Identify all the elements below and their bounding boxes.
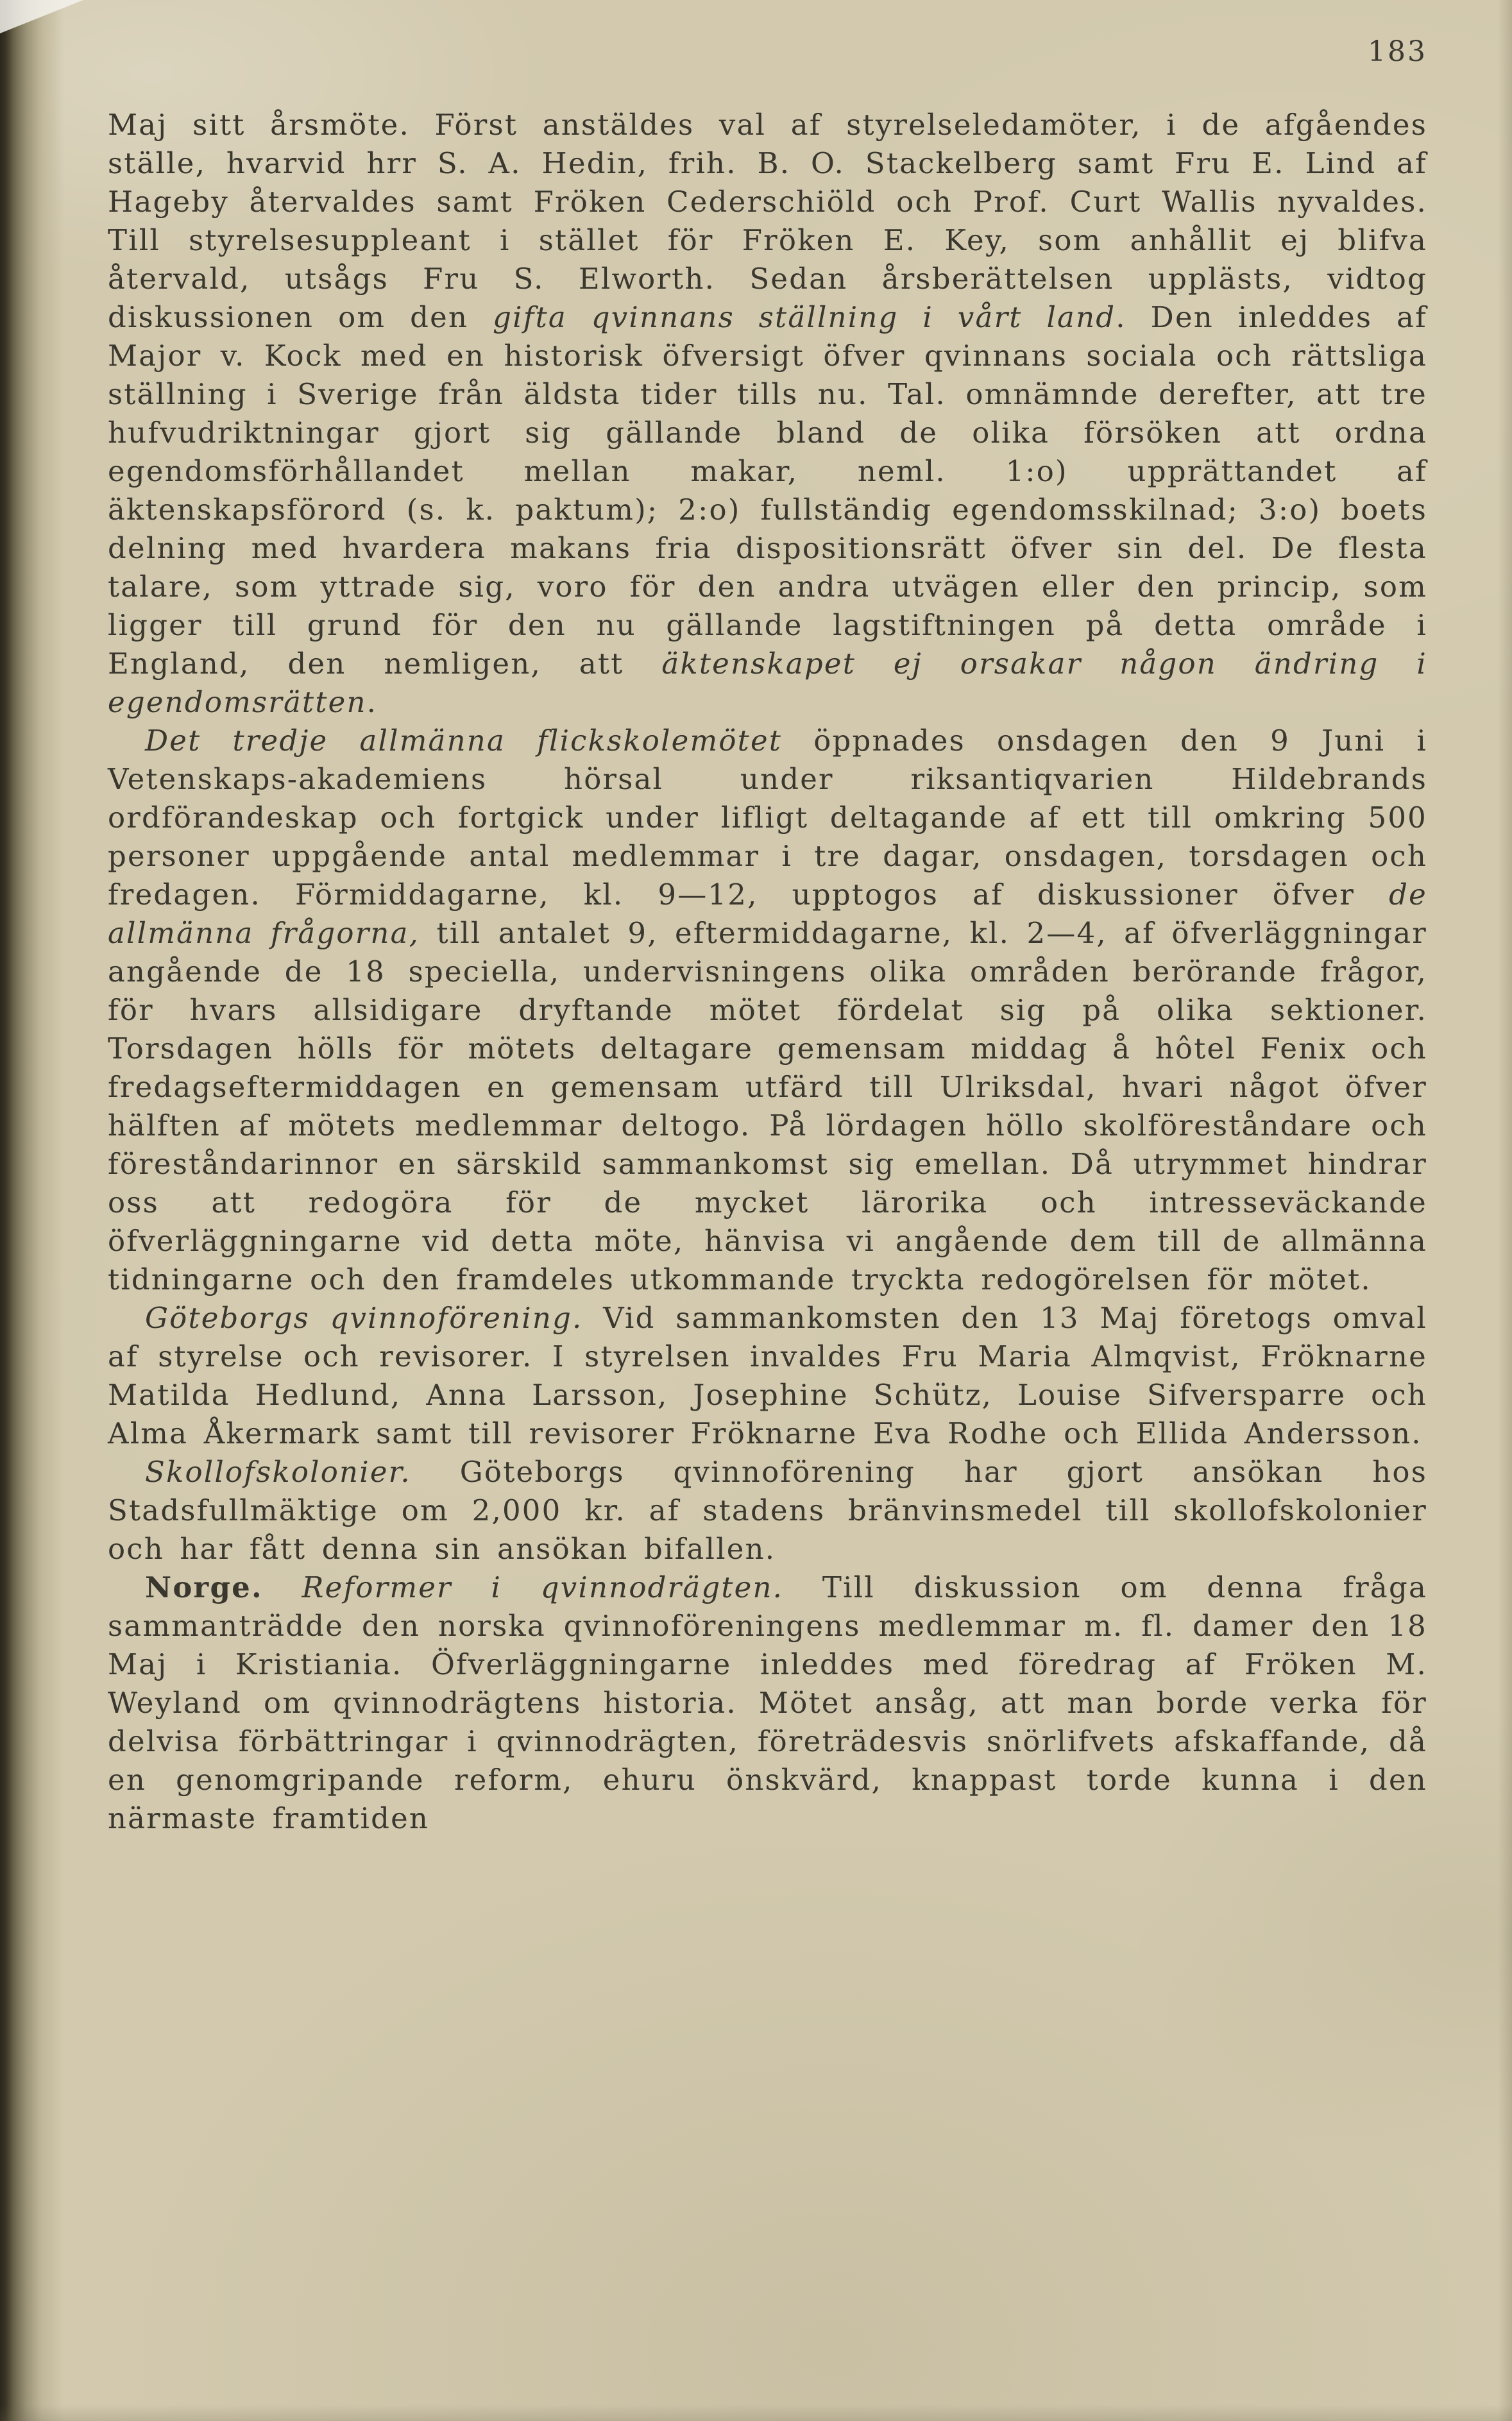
paragraph <box>108 1299 1427 1453</box>
paragraph <box>108 722 1427 1299</box>
body-text: Vid sammankomsten den 13 Maj företogs omval af styrelse och revisorer. I styrelsen invaldes Fru Maria Almqvist, Fröknarne Matilda Hedlund, Anna Larsson, Josephine Schütz, Louise Sifversparre och Alma Åkermark samt till revisorer Fröknarne Eva Rodhe och Ellida Andersson. <box>108 1301 1428 1450</box>
italic-text: äktenskapet ej orsakar någon ändring i egendomsrätten <box>108 647 1427 719</box>
page-bottom-edge-shadow <box>0 2404 1512 2421</box>
body-text: Maj sitt årsmöte. Först anstäldes val af styrelseledamöter, i de afgåendes ställe, hvarvid hrr S. A. Hedin, frih. B. O. Stackelberg samt Fru E. Lind af Hageby återvaldes samt Fröken Cederschiöld och Prof. Curt Wallis nyvaldes. Till styrelsesuppleant i stället för Fröken E. Key, som anhållit ej blifva återvald, utsågs Fru S. Elworth. Sedan årsberättelsen upplästs, vidtog diskussionen om den <box>108 108 1427 334</box>
body-text: . Den inleddes af Major v. Kock med en historisk öfversigt öfver qvinnans sociala och rättsliga ställning i Sverige från äldsta tider tills nu. Tal. omnämnde derefter, att tre hufvudriktningar gjort sig gällande bland de olika försöken att ordna egendomsförhållandet mellan makar, neml. 1:o) upprättandet af äktenskapsförord (s. k. paktum); 2:o) fullständig egendomsskilnad; 3:o) boets delning med hvardera makans fria dispositionsrätt öfver sin del. De flesta talare, som yttrade sig, voro för den andra utvägen eller den princip, som ligger till grund för den nu gällande lagstiftningen på detta område i England, den nemligen, att <box>108 300 1428 681</box>
italic-text: Göteborgs qvinnoförening. <box>145 1301 583 1335</box>
body-text <box>263 1570 302 1604</box>
italic-text: Skollofskolonier. <box>145 1455 411 1489</box>
paragraph <box>108 106 1427 722</box>
paragraph <box>108 1453 1427 1568</box>
italic-text: Det tredje allmänna flickskolemötet <box>145 724 783 758</box>
body-text: till antalet 9, eftermiddagarne, kl. 2—4, af öfverläggningar angående de 18 speciella, undervisningens olika områden berörande frågor, för hvars allsidigare dryftande mötet fördelat sig på olika sektioner. Torsdagen hölls för mötets deltagare gemensam middag å hôtel Fenix och fredagseftermiddagen en gemensam utfärd till Ulriksdal, hvari något öfver hälften af mötets medlemmar deltogo. På lördagen höllo skolföreståndare och föreståndarinnor en särskild sammankomst sig emellan. Då utrymmet hindrar oss att redogöra för de mycket lärorika och intresseväckande öfverläggningarne vid detta möte, hänvisa vi angående dem till de allmänna tidningarne och den framdeles utkommande tryckta redogörelsen för mötet. <box>108 916 1427 1296</box>
book-spine-shadow <box>0 0 64 2421</box>
body-text: öppnades onsdagen den 9 Juni i Vetenskaps-akademiens hörsal under riksantiqvarien Hildebrands ordförandeskap och fortgick under lifligt deltagande af ett till omkring 500 personer uppgående antal medlemmar i tre dagar, onsdagen, torsdagen och fredagen. Förmiddagarne, kl. 9—12, upptogos af diskussioner öfver <box>108 724 1427 912</box>
paragraph <box>108 1568 1427 1838</box>
text-block <box>108 106 1427 1838</box>
bold-text: Norge. <box>145 1570 263 1604</box>
italic-text: gifta qvinnans ställning i vårt land <box>493 300 1116 334</box>
page-right-edge-shadow <box>1498 0 1512 2421</box>
body-text: . <box>366 685 378 719</box>
scan-corner-highlight <box>0 0 83 33</box>
body-text: Göteborgs qvinnoförening har gjort ansökan hos Stadsfullmäktige om 2,000 kr. af stadens bränvinsmedel till skollofskolonier och har fått denna sin ansökan bifallen. <box>108 1455 1427 1566</box>
body-text: Till diskussion om denna fråga sammanträdde den norska qvinnoföreningens medlemmar m. fl. damer den 18 Maj i Kristiania. Öfverläggningarne inleddes med föredrag af Fröken M. Weyland om qvinnodrägtens historia. Mötet ansåg, att man borde verka för delvisa förbättringar i qvinnodrägten, företrädesvis snörlifvets afskaffande, då en genomgripande reform, ehuru önskvärd, knappast torde kunna i den närmaste framtiden <box>108 1570 1427 1835</box>
italic-text: de allmänna frågorna, <box>108 878 1427 950</box>
italic-text: Reformer i qvinnodrägten. <box>302 1570 784 1604</box>
page-number: 183 <box>1368 35 1427 68</box>
